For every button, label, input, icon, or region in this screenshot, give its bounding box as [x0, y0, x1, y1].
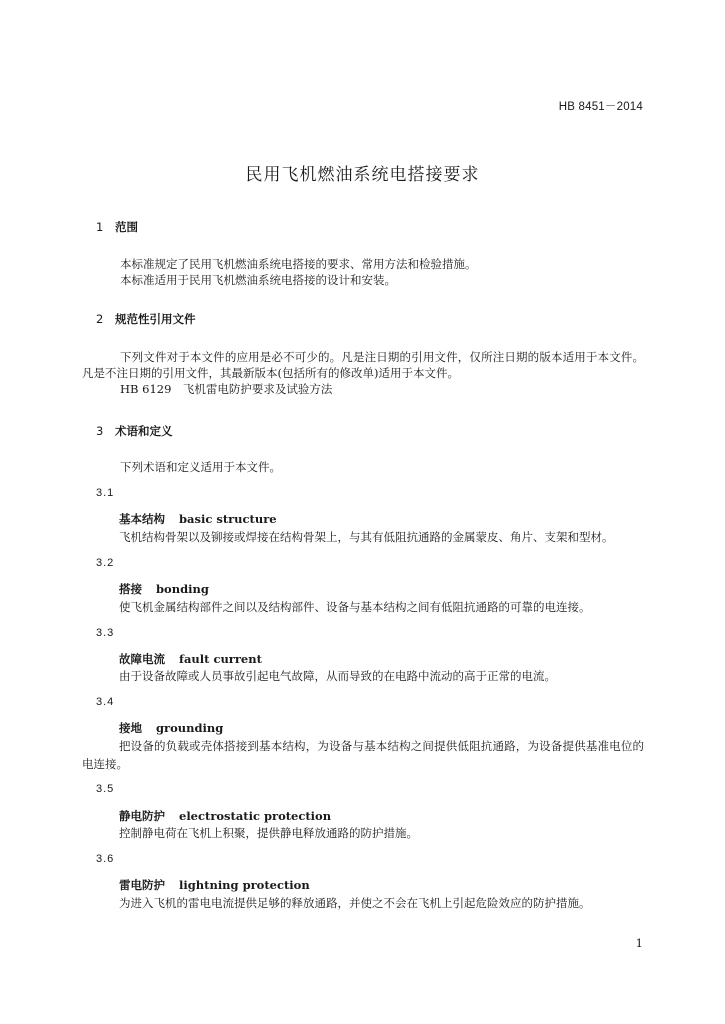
- term-heading: [119, 581, 209, 597]
- definition-text: 使飞机金属结构部件之间以及结构部件、设备与基本结构之间有低阻抗通路的可靠的电连接。: [119, 600, 591, 614]
- page-number: 1: [635, 936, 643, 950]
- term-zh: 基本结构: [119, 512, 165, 526]
- term-en: electrostatic protection: [179, 809, 332, 823]
- term-en: bonding: [156, 582, 209, 596]
- term-number: 3.2: [96, 557, 115, 569]
- paragraph: 本标准适用于民用飞机燃油系统电搭接的设计和安装。: [120, 273, 396, 287]
- term-en: basic structure: [179, 512, 277, 526]
- term-heading: [119, 651, 262, 667]
- term-number: 3.4: [96, 696, 115, 708]
- paragraph: 下列术语和定义适用于本文件。: [120, 460, 281, 474]
- term-en: fault current: [179, 652, 262, 666]
- section-3-intro: [82, 459, 644, 475]
- term-number: 3.1: [96, 487, 115, 499]
- term-definition: [82, 824, 644, 842]
- section-1-body: [82, 256, 644, 288]
- term-zh: 故障电流: [119, 652, 165, 666]
- paragraph: 下列文件对于本文件的应用是必不可少的。凡是注日期的引用文件，仅所注日期的版本适用于本文件。凡是不注日期的引用文件，其最新版本(包括所有的修改单)适用于本文件。: [82, 350, 644, 380]
- section-title: 规范性引用文件: [115, 312, 196, 326]
- term-definition: [82, 894, 644, 912]
- term-heading: [119, 720, 223, 736]
- section-title: 范围: [115, 220, 138, 234]
- term-definition: [82, 667, 644, 685]
- term-heading: [119, 511, 277, 527]
- term-definition: [82, 737, 644, 773]
- term-heading: [119, 877, 310, 893]
- normative-reference: HB 6129 飞机雷电防护要求及试验方法: [120, 382, 333, 396]
- section-number: 3: [96, 424, 104, 438]
- section-number: 1: [96, 220, 104, 234]
- standard-code: HB 8451－2014: [558, 101, 643, 113]
- section-2-heading: [96, 311, 196, 327]
- term-number: 3.3: [96, 627, 115, 639]
- section-title: 术语和定义: [115, 424, 173, 438]
- term-en: grounding: [156, 721, 224, 735]
- term-zh: 接地: [119, 721, 142, 735]
- term-definition: [82, 528, 644, 546]
- term-zh: 静电防护: [119, 809, 165, 823]
- definition-text: 控制静电荷在飞机上积聚，提供静电释放通路的防护措施。: [119, 826, 418, 840]
- term-definition: [82, 598, 644, 616]
- term-heading: [119, 808, 331, 824]
- term-number: 3.6: [96, 853, 115, 865]
- section-2-body: [82, 349, 644, 397]
- term-en: lightning protection: [179, 878, 310, 892]
- definition-text: 把设备的负载或壳体搭接到基本结构，为设备与基本结构之间提供低阻抗通路，为设备提供基准电位的电连接。: [82, 739, 644, 771]
- document-title: 民用飞机燃油系统电搭接要求: [245, 165, 480, 185]
- definition-text: 飞机结构骨架以及铆接或焊接在结构骨架上，与其有低阻抗通路的金属蒙皮、角片、支架和型材。: [119, 530, 614, 544]
- term-number: 3.5: [96, 783, 115, 795]
- term-zh: 雷电防护: [119, 878, 165, 892]
- section-number: 2: [96, 312, 104, 326]
- section-3-heading: [96, 423, 173, 439]
- term-zh: 搭接: [119, 582, 142, 596]
- definition-text: 为进入飞机的雷电电流提供足够的释放通路，并使之不会在飞机上引起危险效应的防护措施。: [119, 896, 591, 910]
- section-1-heading: [96, 219, 138, 235]
- paragraph: 本标准规定了民用飞机燃油系统电搭接的要求、常用方法和检验措施。: [120, 257, 477, 271]
- definition-text: 由于设备故障或人员事故引起电气故障，从而导致的在电路中流动的高于正常的电流。: [119, 669, 556, 683]
